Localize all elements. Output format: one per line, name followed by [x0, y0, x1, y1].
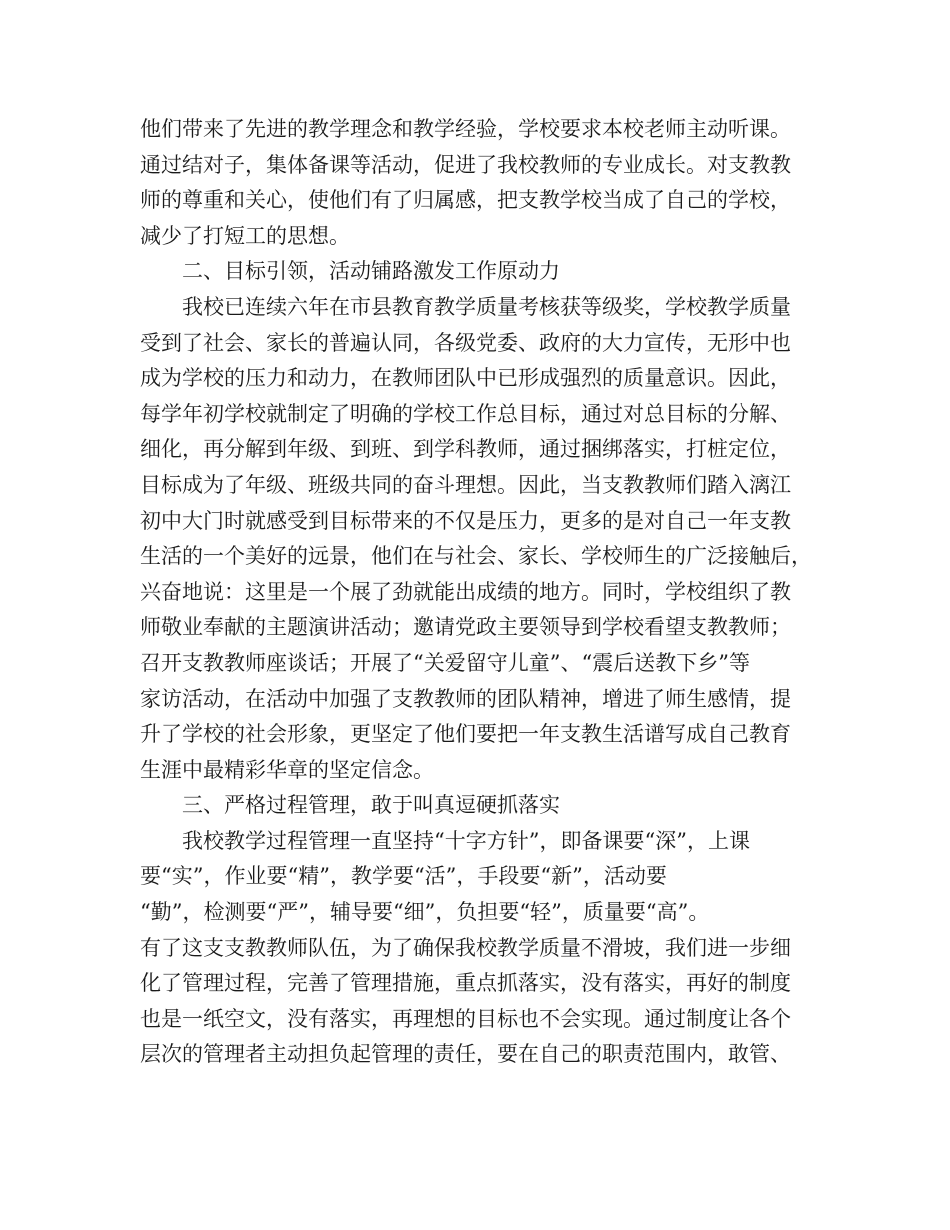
paragraph-line: 成为学校的压力和动力，在教师团队中已形成强烈的质量意识。因此，	[140, 366, 791, 391]
paragraph-line: 受到了社会、家长的普遍认同，各级党委、政府的大力宣传，无形中也	[140, 330, 791, 355]
paragraph-line: 生涯中最精彩华章的坚定信念。	[140, 757, 434, 782]
paragraph-line: 层次的管理者主动担负起管理的责任，要在自己的职责范围内，敢管、	[140, 1042, 791, 1067]
paragraph-line: 减少了打短工的思想。	[140, 223, 350, 248]
paragraph-line: “勤”，检测要“严”，辅导要“细”，负担要“轻”，质量要“高”。	[140, 900, 710, 925]
paragraph-first-line: 二、目标引领，活动铺路激发工作原动力	[182, 259, 560, 284]
paragraph-line: 通过结对子，集体备课等活动，促进了我校教师的专业成长。对支教教	[140, 152, 791, 177]
paragraph-line: 召开支教教师座谈话；开展了“关爱留守儿童”、“震后送教下乡”等	[140, 650, 750, 675]
paragraph-line: 目标成为了年级、班级共同的奋斗理想。因此，当支教教师们踏入漓江	[140, 472, 791, 497]
document-body	[140, 112, 830, 1073]
paragraph-line: 家访活动，在活动中加强了支教教师的团队精神，增进了师生感情，提	[140, 686, 791, 711]
paragraph-line: 要“实”，作业要“精”，教学要“活”，手段要“新”，活动要	[140, 864, 667, 889]
paragraph-line: 初中大门时就感受到目标带来的不仅是压力，更多的是对自己一年支教	[140, 508, 791, 533]
paragraph-line: 有了这支支教教师队伍，为了确保我校教学质量不滑坡，我们进一步细	[140, 935, 791, 960]
paragraph-line: 师的尊重和关心，使他们有了归属感，把支教学校当成了自己的学校，	[140, 188, 791, 213]
paragraph-first-line: 三、严格过程管理，敢于叫真逗硬抓落实	[182, 793, 560, 818]
paragraph-line: 化了管理过程，完善了管理措施，重点抓落实，没有落实，再好的制度	[140, 971, 791, 996]
paragraph-line: 每学年初学校就制定了明确的学校工作总目标，通过对总目标的分解、	[140, 401, 791, 426]
paragraph-line: 细化，再分解到年级、到班、到学科教师，通过捆绑落实，打桩定位，	[140, 437, 791, 462]
paragraph-first-line: 我校已连续六年在市县教育教学质量考核获等级奖，学校教学质量	[182, 294, 791, 319]
paragraph-line: 升了学校的社会形象，更坚定了他们要把一年支教生活谱写成自己教育	[140, 722, 791, 747]
paragraph-line: 生活的一个美好的远景，他们在与社会、家长、学校师生的广泛接触后，	[140, 544, 812, 569]
paragraph-line: 他们带来了先进的教学理念和教学经验，学校要求本校老师主动听课。	[140, 117, 791, 141]
paragraph-line: 师敬业奉献的主题演讲活动；邀请党政主要领导到学校看望支教教师；	[140, 615, 791, 640]
paragraph-first-line: 我校教学过程管理一直坚持“十字方针”，即备课要“深”，上课	[182, 828, 750, 853]
paragraph-line: 也是一纸空文，没有落实，再理想的目标也不会实现。通过制度让各个	[140, 1006, 791, 1031]
paragraph-line: 兴奋地说：这里是一个展了劲就能出成绩的地方。同时，学校组织了教	[140, 579, 791, 604]
